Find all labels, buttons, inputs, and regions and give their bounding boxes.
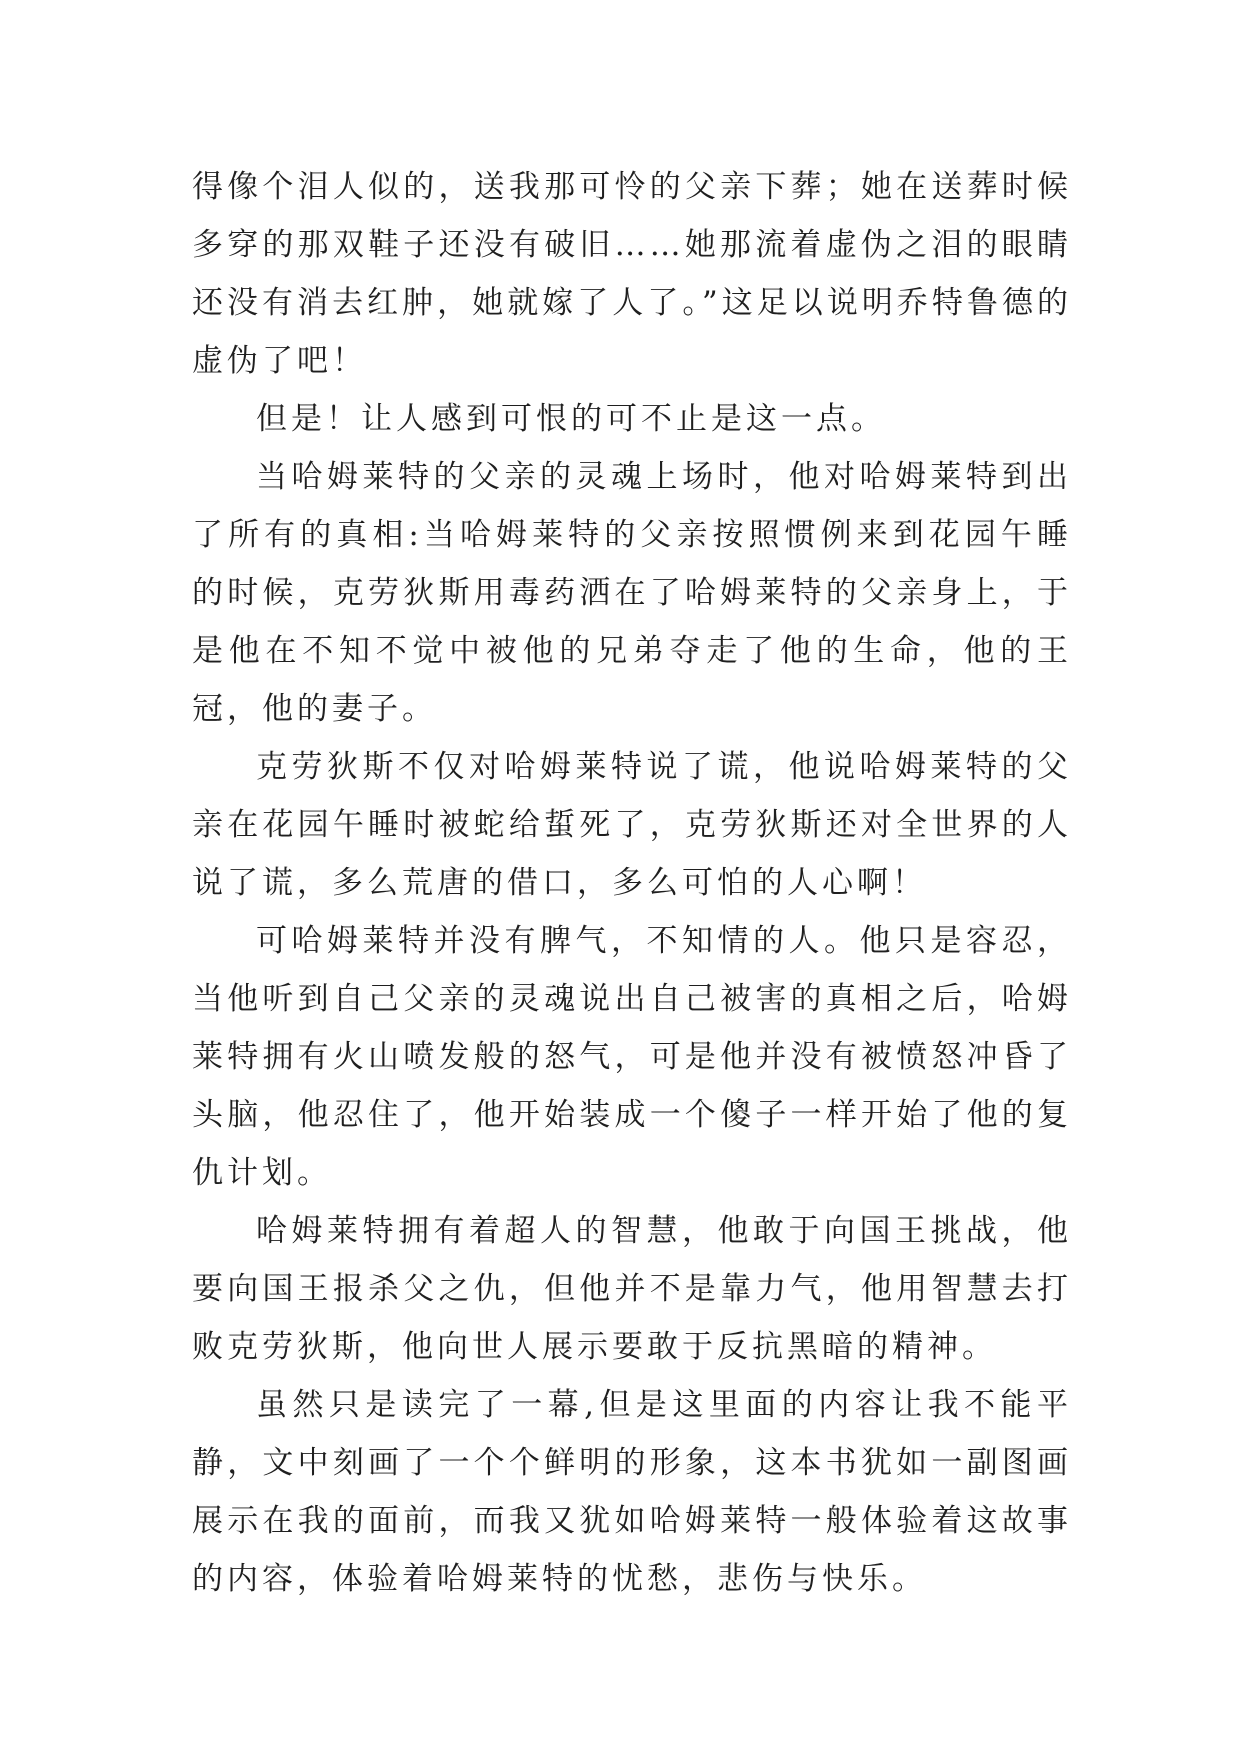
body-text <box>192 158 1072 1608</box>
paragraph: 当哈姆莱特的父亲的灵魂上场时，他对哈姆莱特到出了所有的真相:当哈姆莱特的父亲按照惯例来到花园午睡的时候，克劳狄斯用毒药洒在了哈姆莱特的父亲身上，于是他在不知不觉中被他的兄弟夺走了他的生命，他的王冠，他的妻子。 <box>192 459 1072 727</box>
paragraph: 但是！让人感到可恨的可不止是这一点。 <box>256 401 886 437</box>
paragraph: 虽然只是读完了一幕,但是这里面的内容让我不能平静，文中刻画了一个个鲜明的形象，这本书犹如一副图画展示在我的面前，而我又犹如哈姆莱特一般体验着这故事的内容，体验着哈姆莱特的忧愁，悲伤与快乐。 <box>192 1387 1072 1597</box>
paragraph: 哈姆莱特拥有着超人的智慧，他敢于向国王挑战，他要向国王报杀父之仇，但他并不是靠力气，他用智慧去打败克劳狄斯，他向世人展示要敢于反抗黑暗的精神。 <box>192 1213 1072 1365</box>
paragraph: 可哈姆莱特并没有脾气，不知情的人。他只是容忍，当他听到自己父亲的灵魂说出自己被害的真相之后，哈姆莱特拥有火山喷发般的怒气，可是他并没有被愤怒冲昏了头脑，他忍住了，他开始装成一个傻子一样开始了他的复仇计划。 <box>192 923 1072 1191</box>
paragraph: 克劳狄斯不仅对哈姆莱特说了谎，他说哈姆莱特的父亲在花园午睡时被蛇给蜇死了，克劳狄斯还对全世界的人说了谎，多么荒唐的借口，多么可怕的人心啊！ <box>192 749 1072 901</box>
paragraph: 得像个泪人似的，送我那可怜的父亲下葬；她在送葬时候多穿的那双鞋子还没有破旧……她那流着虚伪之泪的眼睛还没有消去红肿，她就嫁了人了。”这足以说明乔特鲁德的虚伪了吧！ <box>192 169 1072 379</box>
